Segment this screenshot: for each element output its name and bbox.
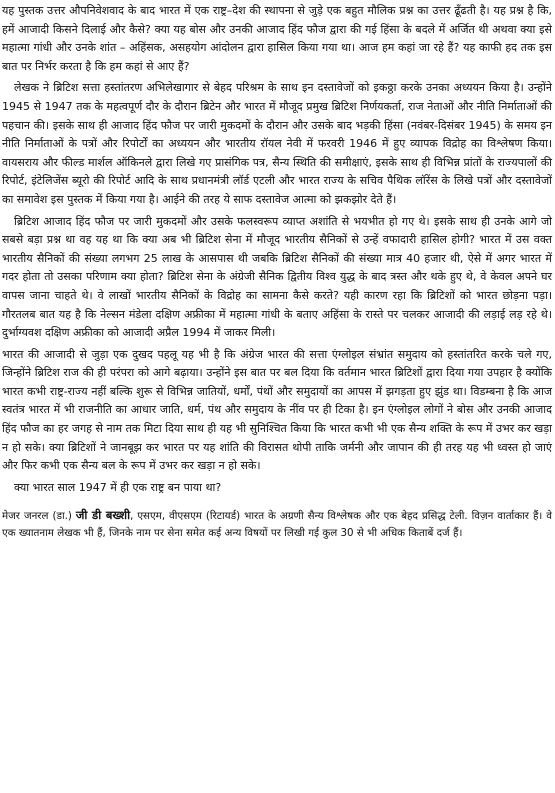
author-prefix: मेजर जनरल (डा.) [2,510,76,523]
paragraph-transfer: भारत की आजादी से जुड़ा एक दुखद पहलू यह भी है कि अंग्रेज भारत की सत्ता एंग्लोइल संभ्रांत समुदाय को हस्तांतरित करके चले गए, जिन्होंने ब्रिटिश राज की ही परंपरा को आगे बढ़ाया। उन्होंने इस बात पर बल दिया कि वर्तमान भारत ब्रिटिशों द्वारा दिया गया उपहार है क्योंकि भारत कभी राष्ट्र-राज्य नहीं बल्कि शुरू से विभिन्न जातियों, धर्मों, पंथों और समुदायों का आपस में झगड़ता हुए झुंड था। विडम्बना है कि आज स्वतंत्र भारत में भी राजनीति का आधार जाति, धर्म, पंथ और समुदाय के नींव पर ही टिका है। इन एंग्लोइल लोगों ने बोस और उनकी आजाद हिंद फौज का हर जगह से नाम तक मिटा दिया साथ ही यह भी सुनिश्चित किया कि भारत कभी भी एक सैन्य शक्ति के रूप में उभर कर खड़ा न हो सके। क्या ब्रिटिशों ने जानबूझ कर भारत पर यह शांति की विरासत थोपी ताकि जर्मनी और जापान की ही तरह यह भी ध्वस्त हो जाएं और फिर कभी एक सैन्य बल के रूप में उभर कर खड़ा न हो सके। [2,347,552,473]
author-bio [2,507,552,542]
paragraph-trials: ब्रिटिश आजाद हिंद फौज पर जारी मुकदमों और उसके फलस्वरूप व्याप्त अशांति से भयभीत हो गए थे। इसके साथ ही उनके आगे जो सबसे बड़ा प्रश्न था वह यह था कि क्या अब भी ब्रिटिश सेना में मौजूद भारतीय सैनिकों से उन्हें वफादारी हासिल होगी? भारत में उस वक्त भारतीय सैनिकों की संख्या लगभग 25 लाख के आसपास थी जबकि ब्रिटिश सैनिकों की संख्या मात्र 40 हजार थी, ऐसे में अगर भारत में गदर होता तो उसका परिणाम क्या होता? ब्रिटिश सेना के अंग्रेजी सैनिक द्वितीय विश्व युद्ध के बाद त्रस्त और थके हुए थे, वे केवल अपने घर वापस जाना चाहते थे। वे लाखों भारतीय सैनिकों के विद्रोह का सामना कैसे करते? यही कारण रहा कि ब्रिटिशों को भारत छोड़ना पड़ा। गौरतलब बात यह है कि नेल्सन मंडेला दक्षिण अफ्रीका में महात्मा गांधी के बताए अहिंसा के रास्ते पर चलकर आजादी की लड़ाई लड़ रहे थे। दुर्भाग्यवश दक्षिण अफ्रीका को आजादी अप्रैल 1994 में जाकर मिली। [2,214,552,340]
paragraph-intro: यह पुस्तक उत्तर औपनिवेशवाद के बाद भारत में एक राष्ट्र–देश की स्थापना से जुड़े एक बहुत मौलिक प्रश्न का उत्तर ढूँढती है। यह प्रश्न है कि, हमें आजादी किसने दिलाई और कैसे? क्या यह बोस और उनकी आजाद हिंद फौज द्वारा की गई हिंसा के बदले में अर्जित थी अथवा क्या इसे महात्मा गांधी और उनके शांत – अहिंसक, असहयोग आंदोलन द्वारा हासिल किया गया था। आज हम कहां जा रहे हैं? यह काफी हद तक इस बात पर निर्भर करता है कि हम कहां से आए हैं? [2,4,552,73]
paragraph-research: लेखक ने ब्रिटिश सत्ता हस्तांतरण अभिलेखागार से बेहद परिश्रम के साथ इन दस्तावेजों को इकठ्ठा करके उनका अध्ययन किया है। उन्होंने 1945 से 1947 तक के महत्वपूर्ण दौर के दौरान ब्रिटेन और भारत में मौजूद प्रमुख ब्रिटिश निर्णयकर्ता, राज नेताओं और नीति निर्माताओं की पहचान की। इसके साथ ही आजाद हिंद फौज पर जारी मुकदमों के दौरान और उसके बाद भड़की हिंसा (नवंबर-दिसंबर 1945) के समय इन नीति निर्माताओं के पत्रों और रिपोर्टों का अध्ययन और भारतीय रॉयल नेवी में फरवरी 1946 में हुए व्यापक विद्रोह का विश्लेषण किया। वायसराय और फील्ड मार्शल ऑकिनले द्वारा लिखे गए प्रासंगिक पत्र, सैन्य स्थिति की समीक्षाएं, इसके साथ ही विभिन्न प्रांतों के राज्यपालों की रिपोर्ट, इंटेलिजेंस ब्यूरो की रिपोर्ट आदि के साथ प्रधानमंत्री लॉर्ड एटली और भारत राज्य के सचिव पैथिक लॉरेंस के लिखे पत्रों और दस्तावेजों का समावेश इस पुस्तक में किया गया है। आईने की तरह ये साफ दस्तावेज आत्मा को झकझोर देते हैं। [2,81,552,206]
author-name: जी डी बख्शी [75,508,131,523]
paragraph-question: क्या भारत साल 1947 में ही एक राष्ट्र बन पाया था? [14,480,222,494]
author-description: , एसएम, वीएसएम (रिटायर्ड) भारत के अग्रणी सैन्य विश्लेषक और एक बेहद प्रसिद्ध टेली. विज़न वार्ताकार हैं। वे एक ख्यातनाम लेखक भी हैं, जिनके नाम पर सेना समेत कई अन्य विषयों पर लिखी गई कुल 30 से भी अधिक किताबें दर्ज हैं। [2,510,552,540]
